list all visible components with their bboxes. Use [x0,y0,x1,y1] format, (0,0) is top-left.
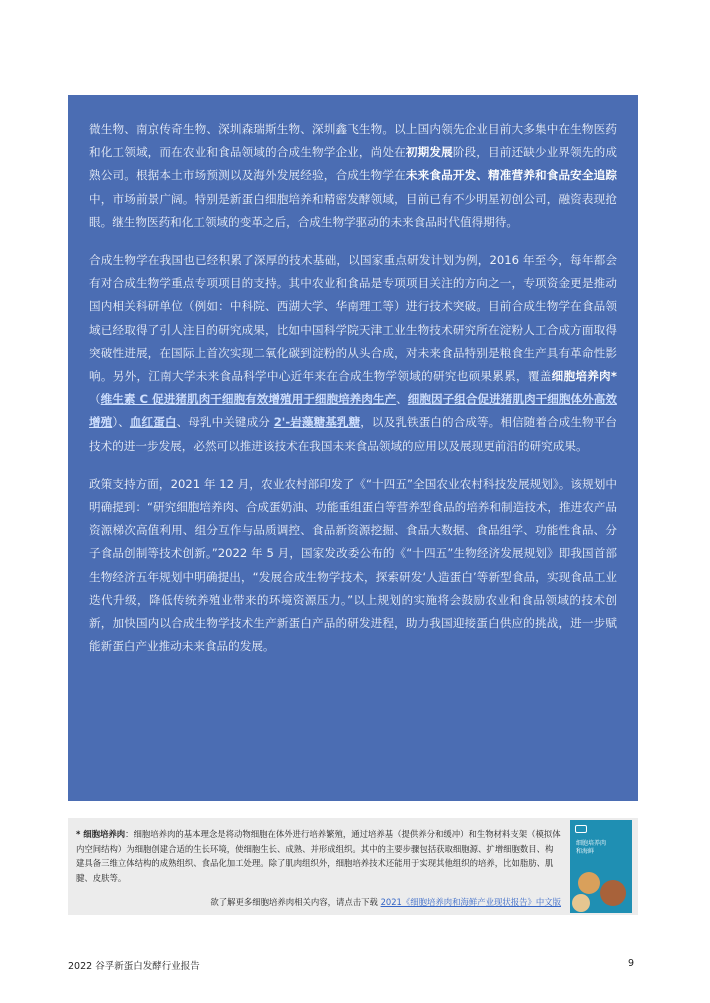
content-panel [68,95,638,801]
report-cover-thumbnail[interactable] [570,820,632,913]
bold-text: 未来食品开发、精准营养和食品安全追踪 [405,168,617,183]
text-segment: 、母乳中关键成分 [176,415,274,430]
text-segment: 微生物、南京传奇生物、深圳森瑞斯生物、深圳鑫飞生物。以上国内领先企业目前大多集中在生物医药和化工领域，而在农业和食品领域的合成生物学企业，尚处在 [89,122,617,160]
link-fucosyllactose[interactable]: 2'-岩藻糖基乳糖 [273,415,361,430]
download-prefix: 欲了解更多细胞培养肉相关内容，请点击下载 [210,897,381,907]
food-plate-icon [578,872,600,894]
page-number: 9 [628,958,635,969]
link-vitamin-c-study[interactable]: 维生素 C 促进猪肌肉干细胞有效增殖用于细胞培养肉生产 [100,392,397,407]
text-segment: 阶段，目前还缺少业界领先的成熟公司。根据本土市场预测以及海外发展经验，合成生物学在 [89,145,617,183]
logo-icon [575,825,587,833]
text-segment: 合成生物学在我国也已经积累了深厚的技术基础，以国家重点研发计划为例，2016 年至今，每年都会有对合成生物学重点专项项目的支持。其中农业和食品是专项项目关注的方向之一，专项资金更是推动国内相关科研单位（例如：中科院、西湖大学、华南理工等）进行技术突破。目前合成生物学在食品领域已经取得了引人注目的研究成果，比如中国科学院天津工业生物技术研究所在淀粉人工合成方面取得突破性进展，在国际上首次实现二氧化碳到淀粉的从头合成，对未来食品特别是粮食生产具有革命性影响。另外，江南大学未来食品科学中心近年来在合成生物学领域的研究也硕果累累，覆盖 [89,253,617,384]
bold-text: 初期发展 [405,145,453,160]
food-plate-icon [600,880,626,906]
footnote-term: * 细胞培养肉 [76,829,126,839]
download-report-link[interactable]: 2021《细胞培养肉和海鲜产业现状报告》中文版 [380,897,561,907]
link-cytokine-study[interactable]: 细胞因子组合促进猪肌肉干细胞体外高效增殖 [89,392,617,430]
cover-title: 细胞培养肉 和海鲜 [576,840,607,855]
paragraph-research [89,249,617,458]
text-segment: 、 [396,392,408,407]
footnote-text [76,827,561,885]
paragraph-policy: 政策支持方面，2021 年 12 月，农业农村部印发了《“十四五”全国农业农村科技发展规划》。该规划中明确提到：“研究细胞培养肉、合成蛋奶油、功能重组蛋白等营养型食品的培养和制造技术，推进农产品资源梯次高值利用、组分互作与品质调控、食品新资源挖掘、食品大数据、食品组学、功能性食品、分子食品创制等技术创新。”2022 年 5 月，国家发改委公布的《“十四五”生物经济发展规划》即我国首部生物经济五年规划中明确提出，“发展合成生物学技术，探索研发‘人造蛋白’等新型食品，实现食品工业迭代升级，降低传统养殖业带来的环境资源压力。”以上规划的实施将会鼓励农业和食品领域的技术创新，加快国内以合成生物学技术生产新蛋白产品的研发进程，助力我国迎接蛋白供应的挑战，进一步赋能新蛋白产业推动未来食品的发展。 [89,476,617,654]
paragraph-companies [89,118,617,234]
footnote-box [68,818,638,915]
text-segment: 中，市场前景广阔。特别是新蛋白细胞培养和精密发酵领域，目前已有不少明星初创公司，融资表现抢眼。继生物医药和化工领域的变革之后，合成生物学驱动的未来食品时代值得期待。 [89,191,617,229]
food-plate-icon [572,894,590,912]
text-segment: （ [89,392,101,407]
link-hemoglobin[interactable]: 血红蛋白 [129,415,177,430]
bold-text: 细胞培养肉* [551,369,617,384]
footnote-definition: ：细胞培养肉的基本理念是将动物细胞在体外进行培养繁殖，通过培养基（提供养分和缓冲）和生物材料支架（模拟体内空间结构）为细胞创建合适的生长环境，使细胞生长、成熟、并形成组织。其中的主要步骤包括获取细胞源、扩增细胞数目、构建具备三维立体结构的成熟组织、食品化加工处理。除了肌肉组织外，细胞培养技术还能用于实现其他组织的培养，比如脂肪、肌腱、皮肤等。 [76,829,561,883]
download-line [76,896,561,908]
footer-report-title: 2022 谷孚新蛋白发酵行业报告 [68,961,200,972]
text-segment: ）、 [112,415,130,430]
text-segment: ，以及乳铁蛋白的合成等。相信随着合成生物平台技术的进一步发展，必然可以推进该技术在我国未来食品领域的应用以及展现更前沿的研究成果。 [89,415,617,453]
